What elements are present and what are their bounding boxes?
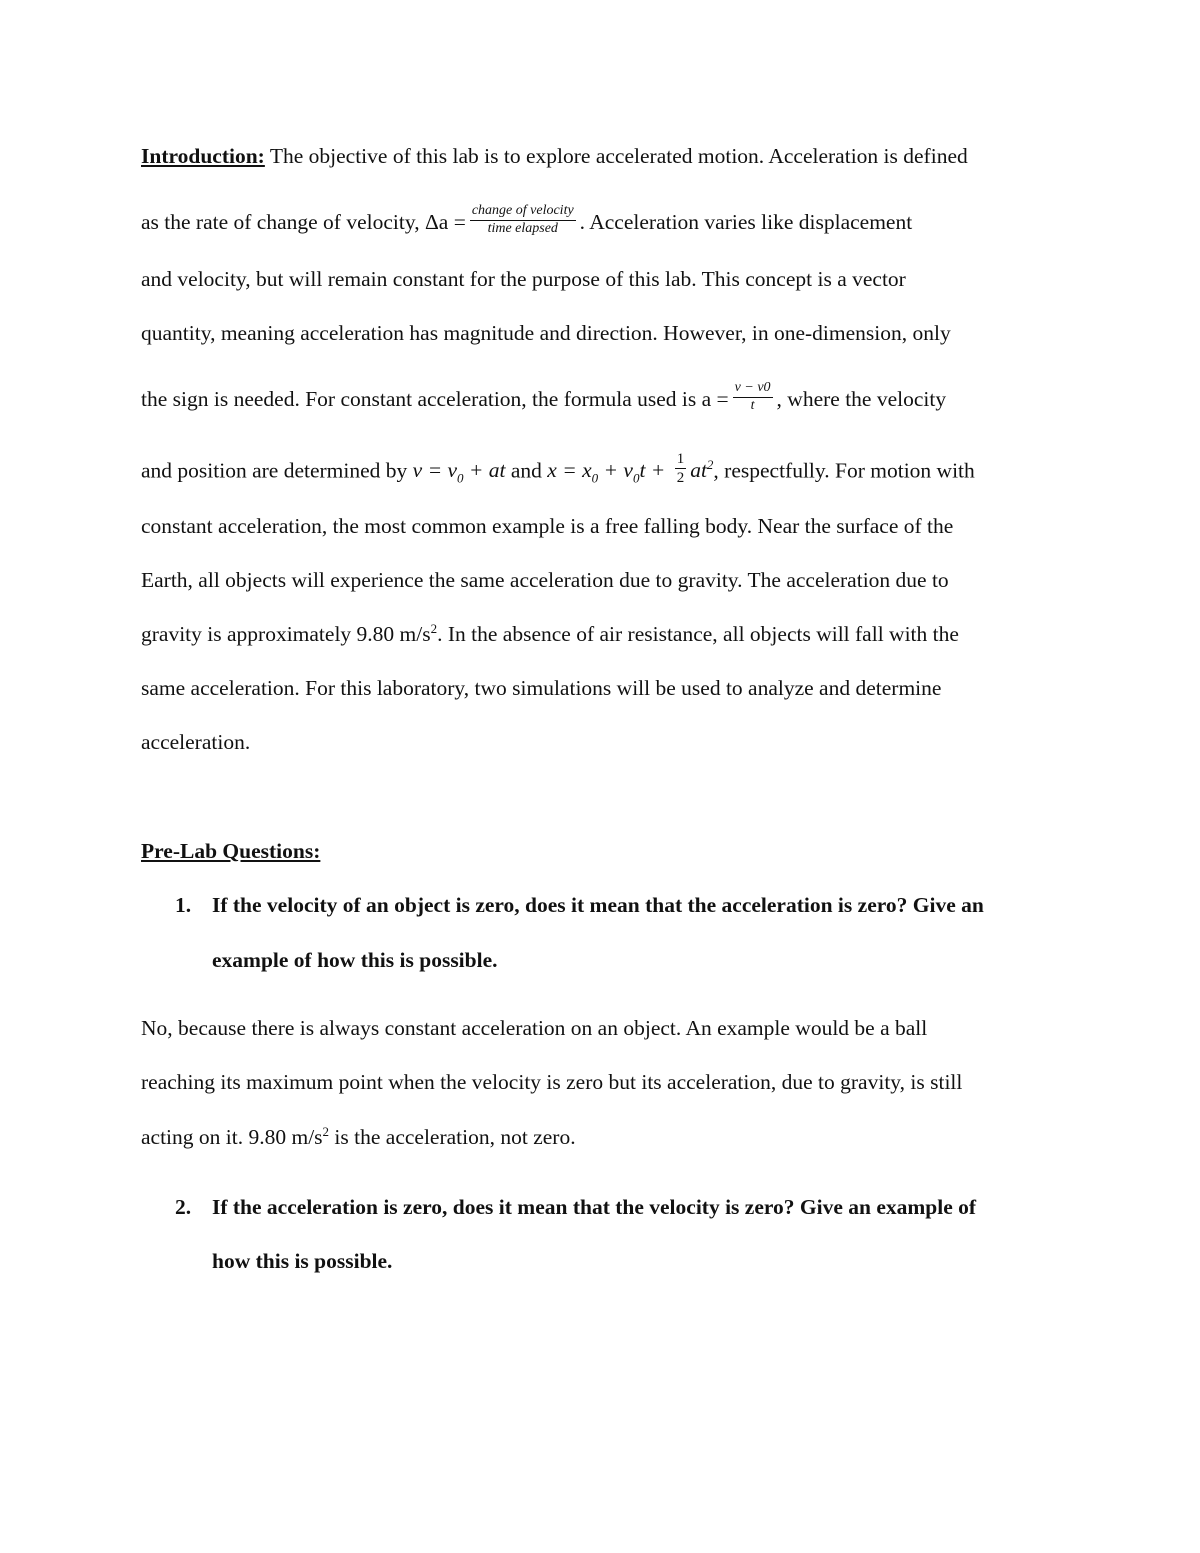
constant-acceleration-fraction [733, 380, 773, 415]
velocity-equation: $v = v_0$ + at [412, 458, 506, 486]
intro-text-2a: as the rate of change of velocity, Δa = [141, 210, 466, 235]
intro-line-4: quantity, meaning acceleration has magnitude and direction. However, in one-dimension, only [141, 321, 951, 345]
fraction-numerator: change of velocity [470, 203, 576, 221]
intro-line-2 [141, 203, 913, 242]
question-2-line-2: how this is possible. [212, 1249, 393, 1273]
question-1-number: 1. [175, 893, 192, 917]
intro-line-5 [141, 380, 947, 419]
intro-line-6 [141, 451, 975, 491]
intro-line-1 [141, 146, 968, 168]
question-1-line-1: If the velocity of an object is zero, does it mean that the acceleration is zero? Give an [212, 893, 984, 917]
answer-1-line-1: No, because there is always constant acceleration on an object. An example would be a ball [141, 1016, 928, 1040]
position-equation-end: $at^2$ [690, 457, 714, 483]
answer-1-line-2: reaching its maximum point when the velocity is zero but its acceleration, due to gravity, is still [141, 1070, 963, 1094]
question-2-line-1: If the acceleration is zero, does it mean that the velocity is zero? Give an example of [212, 1195, 977, 1219]
intro-text-6b: , respectfully. For motion with [713, 458, 975, 483]
position-equation: $x = x_0 + v_0t$ + [547, 458, 671, 486]
intro-text-5a: the sign is needed. For constant acceleration, the formula used is a = [141, 387, 729, 412]
intro-heading: Introduction: [141, 144, 265, 168]
answer-1-line-3: acting on it. 9.80 $m/s^2$ is the acceleration, not zero. [141, 1123, 576, 1149]
intro-line-3: and velocity, but will remain constant for the purpose of this lab. This concept is a vector [141, 267, 906, 291]
prelab-heading: Pre-Lab Questions: [141, 839, 321, 863]
intro-text-2b: . Acceleration varies like displacement [579, 210, 913, 235]
fraction-denominator: t [750, 397, 755, 413]
intro-line-11: acceleration. [141, 730, 251, 754]
intro-line-9: gravity is approximately 9.80 $m/s^2$. In the absence of air resistance, all objects will fall with the [141, 620, 959, 646]
fraction-numerator: v − v0 [733, 380, 773, 398]
intro-line-10: same acceleration. For this laboratory, two simulations will be used to analyze and determine [141, 676, 942, 700]
intro-text-and: and [505, 458, 548, 483]
intro-line-8: Earth, all objects will experience the same acceleration due to gravity. The acceleration due to [141, 568, 949, 592]
intro-line-7: constant acceleration, the most common example is a free falling body. Near the surface of the [141, 514, 954, 538]
question-1-line-2: example of how this is possible. [212, 948, 498, 972]
intro-text-5b: , where the velocity [776, 387, 947, 412]
fraction-denominator: time elapsed [487, 220, 558, 236]
acceleration-fraction [470, 203, 576, 238]
intro-text-6a: and position are determined by [141, 458, 413, 483]
intro-text-1: The objective of this lab is to explore accelerated motion. Acceleration is defined [264, 144, 968, 168]
question-2-number: 2. [175, 1195, 192, 1219]
one-half-fraction: $\frac{1}{2}$ [676, 451, 685, 486]
